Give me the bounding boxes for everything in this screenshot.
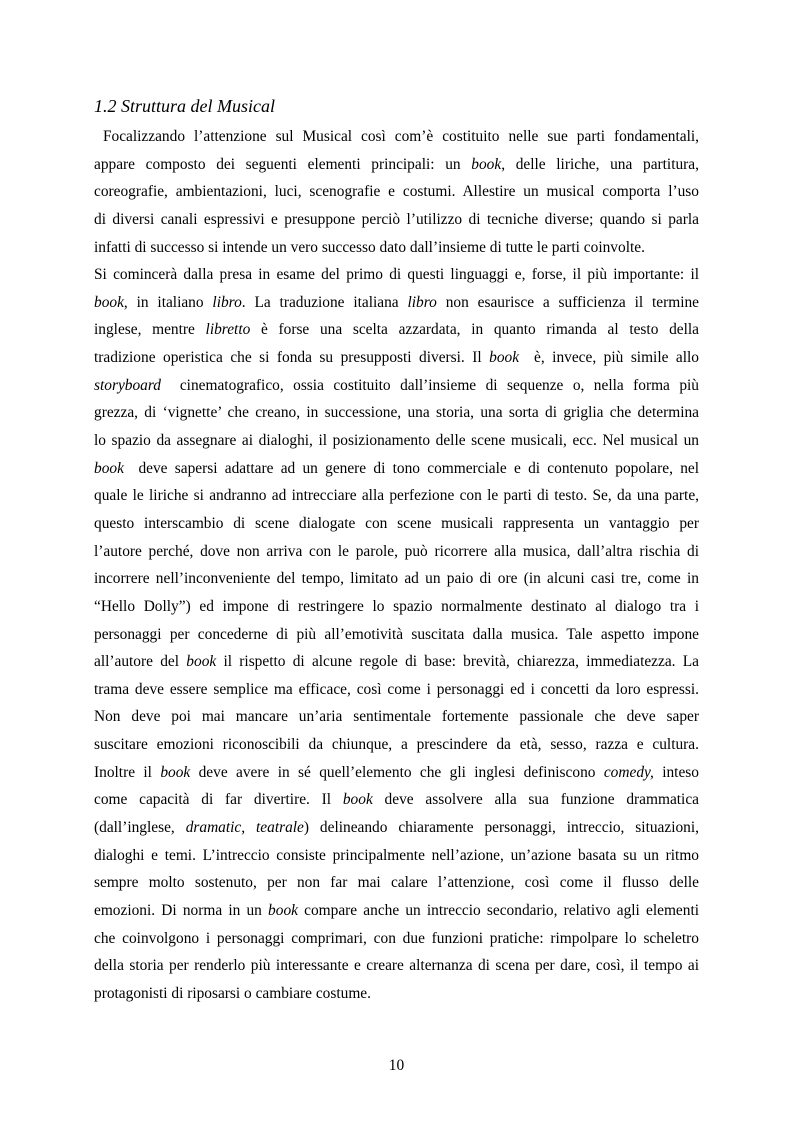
text-run: Si comincerà dalla presa in esame del primo di questi linguaggi e, forse, il più importante: il <box>94 266 699 284</box>
italic-text-run: book <box>160 763 191 781</box>
text-line <box>94 731 699 759</box>
text-line <box>94 178 699 206</box>
text-line <box>94 593 699 621</box>
italic-text-run: book <box>489 349 520 367</box>
text-run: è, invece, più simile allo <box>519 349 699 367</box>
italic-text-run: libro <box>407 293 437 311</box>
text-run: infatti di successo si intende un vero successo dato dall’insieme di tutte le parti coinvolte. <box>94 238 645 256</box>
text-run: (dall’inglese, <box>94 819 186 837</box>
italic-text-run: comedy, <box>603 763 654 781</box>
text-run: che coinvolgono i personaggi comprimari, con due funzioni pratiche: rimpolpare lo scheletro <box>94 929 699 947</box>
italic-text-run: dramatic, teatrale <box>185 819 304 837</box>
text-run: come capacità di far divertire. Il <box>94 791 343 809</box>
italic-text-run: book <box>94 293 124 311</box>
text-run: incorrere nell’inconveniente del tempo, limitato ad un paio di ore (in alcuni casi tre, come in <box>94 570 699 588</box>
text-line <box>94 786 699 814</box>
text-run: emozioni. Di norma in un <box>94 901 269 919</box>
text-run: lo spazio da assegnare ai dialoghi, il posizionamento delle scene musicali, ecc. Nel musical un <box>94 432 699 450</box>
text-run: il rispetto di alcune regole di base: brevità, chiarezza, immediatezza. La <box>216 653 700 671</box>
text-run: inteso <box>653 763 699 781</box>
italic-text-run: book <box>471 155 502 173</box>
text-run: Non deve poi mai mancare un’aria sentimentale fortemente passionale che deve saper <box>94 708 699 726</box>
text-run: “Hello Dolly”) ed impone di restringere lo spazio normalmente destinato al dialogo tra i <box>94 597 699 615</box>
italic-text-run: book <box>268 901 298 919</box>
text-line <box>94 925 699 953</box>
text-line <box>94 565 699 593</box>
text-run: cinematografico, ossia costituito dall’insieme di sequenze o, nella forma più <box>160 376 699 394</box>
text-line <box>94 455 699 483</box>
text-line <box>94 980 699 1008</box>
text-run: tradizione operistica che si fonda su presupposti diversi. Il <box>94 349 490 367</box>
text-run: quale le liriche si andranno ad intrecciare alla perfezione con le parti di testo. Se, da una parte, <box>94 487 699 505</box>
text-line <box>94 897 699 925</box>
text-line <box>94 289 699 317</box>
text-run: , delle liriche, una partitura, <box>501 155 699 173</box>
text-run: trama deve essere semplice ma efficace, così come i personaggi ed i concetti da loro espressi. <box>94 680 699 698</box>
text-line <box>94 538 699 566</box>
italic-text-run: book <box>342 791 373 809</box>
text-line <box>94 759 699 787</box>
text-run: . La traduzione italiana <box>241 293 408 311</box>
text-run: è forse una scelta azzardata, in quanto rimanda al testo della <box>250 321 699 339</box>
text-run: personaggi per concederne di più all’emotività suscitata dalla musica. Tale aspetto impone <box>94 625 699 643</box>
italic-text-run: storyboard <box>94 376 161 394</box>
text-line <box>94 151 699 179</box>
text-line <box>94 427 699 455</box>
text-line <box>94 648 699 676</box>
text-line <box>94 842 699 870</box>
text-run: inglese, mentre <box>94 321 206 339</box>
text-run: Inoltre il <box>94 763 161 781</box>
text-run: protagonisti di riposarsi o cambiare costume. <box>94 984 371 1002</box>
text-line <box>94 344 699 372</box>
text-line <box>94 316 699 344</box>
text-run: questo interscambio di scene dialogate con scene musicali rappresenta un vantaggio per <box>94 514 699 532</box>
italic-text-run: libro <box>212 293 242 311</box>
text-run: della storia per renderlo più interessante e creare alternanza di scena per dare, così, il tempo ai <box>94 957 699 975</box>
text-line <box>94 372 699 400</box>
text-line <box>94 482 699 510</box>
text-line <box>94 123 699 151</box>
italic-text-run: book <box>94 459 124 477</box>
text-run: non esaurisce a sufficienza il termine <box>436 293 699 311</box>
text-run: compare anche un intreccio secondario, relativo agli elementi <box>297 901 699 919</box>
text-run: ) delineando chiaramente personaggi, intreccio, situazioni, <box>303 819 700 837</box>
text-run: appare composto dei seguenti elementi principali: un <box>94 155 472 173</box>
text-run: all’autore del <box>94 653 187 671</box>
body-text <box>94 123 699 1008</box>
text-line <box>94 234 699 262</box>
text-line <box>94 261 699 289</box>
text-run: deve avere in sé quell’elemento che gli inglesi definiscono <box>190 763 604 781</box>
text-line <box>94 869 699 897</box>
text-line <box>94 399 699 427</box>
text-line <box>94 952 699 980</box>
text-run: di diversi canali espressivi e presuppone perciò l’utilizzo di tecniche diverse; quando si parla <box>94 210 699 228</box>
text-run: dialoghi e temi. L’intreccio consiste principalmente nell’azione, un’azione basata su un ritmo <box>94 846 699 864</box>
text-run: , in italiano <box>123 293 213 311</box>
text-run: grezza, di ‘vignette’ che creano, in successione, una storia, una sorta di griglia che determina <box>94 404 699 422</box>
text-line <box>94 206 699 234</box>
text-run: sempre molto sostenuto, per non far mai calare l’attenzione, così come il flusso delle <box>94 874 699 892</box>
text-run: deve sapersi adattare ad un genere di tono commerciale e di contenuto popolare, nel <box>123 459 699 477</box>
text-line <box>94 703 699 731</box>
text-run: deve assolvere alla sua funzione drammatica <box>372 791 699 809</box>
text-line <box>94 621 699 649</box>
italic-text-run: libretto <box>205 321 251 339</box>
text-line <box>94 510 699 538</box>
text-run: suscitare emozioni riconoscibili da chiunque, a prescindere da età, sesso, razza e cultura. <box>94 736 699 754</box>
section-heading: 1.2 Struttura del Musical <box>94 96 275 116</box>
page-number: 10 <box>388 1057 405 1074</box>
text-run: Focalizzando l’attenzione sul Musical così com’è costituito nelle sue parti fondamentali, <box>94 128 699 145</box>
text-run: coreografie, ambientazioni, luci, scenografie e costumi. Allestire un musical comporta l’uso <box>94 183 699 201</box>
text-run: l’autore perché, dove non arriva con le parole, può ricorrere alla musica, dall’altra rischia di <box>94 542 699 560</box>
text-line <box>94 814 699 842</box>
italic-text-run: book <box>186 653 217 671</box>
text-line <box>94 676 699 704</box>
